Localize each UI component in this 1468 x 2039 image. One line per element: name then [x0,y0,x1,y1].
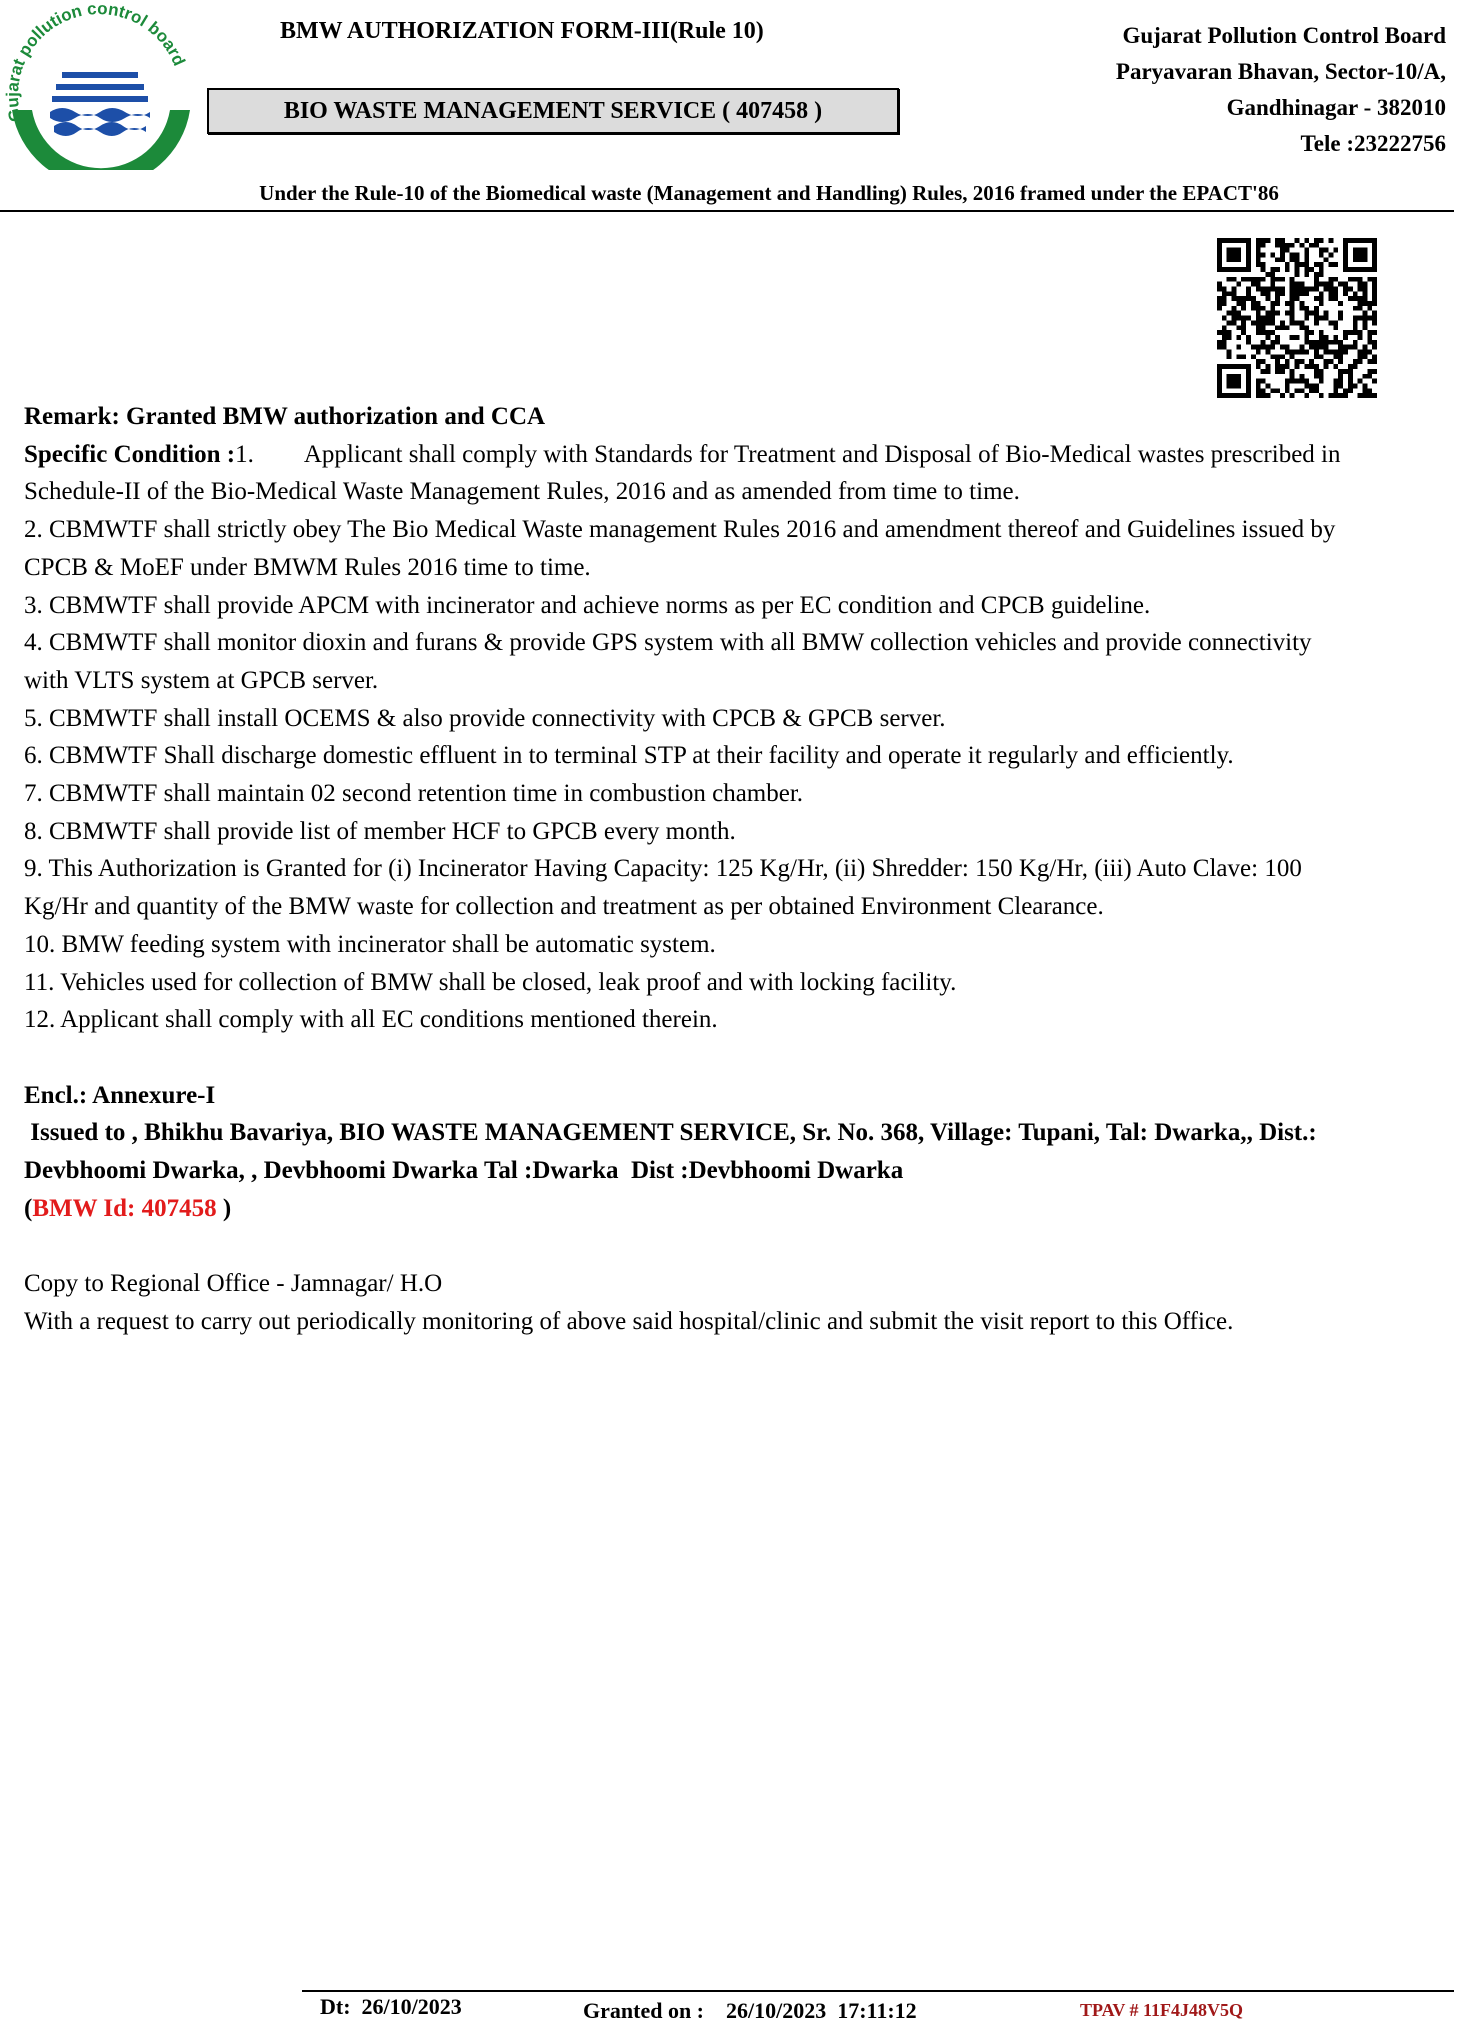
rule-line-text: Under the Rule-10 of the Biomedical waste (Management and Handling) Rules, 2016 framed under the EPACT'86 [259,181,1279,205]
gpcb-logo-icon [0,0,190,170]
service-name-box [207,88,899,134]
service-name: BIO WASTE MANAGEMENT SERVICE ( 407458 ) [283,97,823,124]
condition-10: 10. BMW feeding system with incinerator shall be automatic system. [24,930,716,958]
condition-3: 3. CBMWTF shall provide APCM with incinerator and achieve norms as per EC condition and CPCB guideline. [24,591,1151,619]
granted-on: Granted on : 26/10/2023 17:11:12 [583,1998,917,2023]
qr-code-icon [1217,238,1377,398]
condition-number: 1. [235,440,254,468]
document-body [24,398,1344,1341]
bmw-id: BMW Id: 407458 [32,1194,217,1222]
issued-to: Issued to , Bhikhu Bavariya, BIO WASTE MANAGEMENT SERVICE, Sr. No. 368, Village: Tupani, Tal: Dwarka,, Dist.: Devbhoomi Dwarka, , Devbhoomi Dwarka Tal :Dwarka Dist :Devbhoomi Dwarka [24,1119,1323,1185]
specific-condition-label: Specific Condition : [24,440,236,468]
bmw-id-open: ( [24,1194,33,1222]
condition-7: 7. CBMWTF shall maintain 02 second retention time in combustion chamber. [24,780,804,808]
form-title: BMW AUTHORIZATION FORM-III(Rule 10) [280,18,764,44]
bmw-id-close: ) [216,1194,232,1222]
enclosure: Encl.: Annexure-I [24,1081,216,1109]
condition-5: 5. CBMWTF shall install OCEMS & also provide connectivity with CPCB & GPCB server. [24,704,946,732]
rule-line [0,181,1468,206]
condition-11: 11. Vehicles used for collection of BMW shall be closed, leak proof and with locking facility. [24,968,957,996]
condition-1 [24,436,1344,511]
condition-2: 2. CBMWTF shall strictly obey The Bio Medical Waste management Rules 2016 and amendment thereof and Guidelines issued by CPCB & MoEF under BMWM Rules 2016 time to time. [24,516,1336,581]
board-line: Gujarat Pollution Control Board [1122,23,1446,48]
condition-6: 6. CBMWTF Shall discharge domestic effluent in to terminal STP at their facility and operate it regularly and efficiently. [24,742,1234,770]
header-divider [0,210,1454,212]
board-address [1116,18,1446,162]
remark: Remark: Granted BMW authorization and CCA [24,403,546,430]
condition-text: Applicant shall comply with Standards for Treatment and Disposal of Bio-Medical wastes prescribed in Schedule-II of the Bio-Medical Waste Management Rules, 2016 and as amended from time to time. [24,440,1341,506]
copy-to: Copy to Regional Office - Jamnagar/ H.O [24,1270,443,1298]
bmw-id-line [24,1190,1344,1228]
condition-9: 9. This Authorization is Granted for (i) Incinerator Having Capacity: 125 Kg/Hr, (ii) Shredder: 150 Kg/Hr, (iii) Auto Clave: 100 Kg/Hr and quantity of the BMW waste for collection and treatment as per obtained Environment Clearance. [24,855,1302,921]
condition-12: 12. Applicant shall comply with all EC conditions mentioned therein. [24,1006,718,1034]
board-line: Paryavaran Bhavan, Sector-10/A, [1115,59,1446,84]
logo-text: Gujarat pollution control board [2,0,189,124]
board-line: Gandhinagar - 382010 [1226,95,1446,120]
condition-8: 8. CBMWTF shall provide list of member HCF to GPCB every month. [24,817,736,845]
issue-date: Dt: 26/10/2023 [320,1994,462,2019]
condition-4: 4. CBMWTF shall monitor dioxin and furans & provide GPS system with all BMW collection vehicles and provide connectivity with VLTS system at GPCB server. [24,629,1312,694]
tpav-code: TPAV # 11F4J48V5Q [1080,2000,1244,2020]
footer-divider [302,1990,1454,1992]
request-text: With a request to carry out periodically monitoring of above said hospital/clinic and submit the visit report to this Office. [24,1307,1234,1335]
board-line: Tele :23222756 [1300,131,1446,156]
